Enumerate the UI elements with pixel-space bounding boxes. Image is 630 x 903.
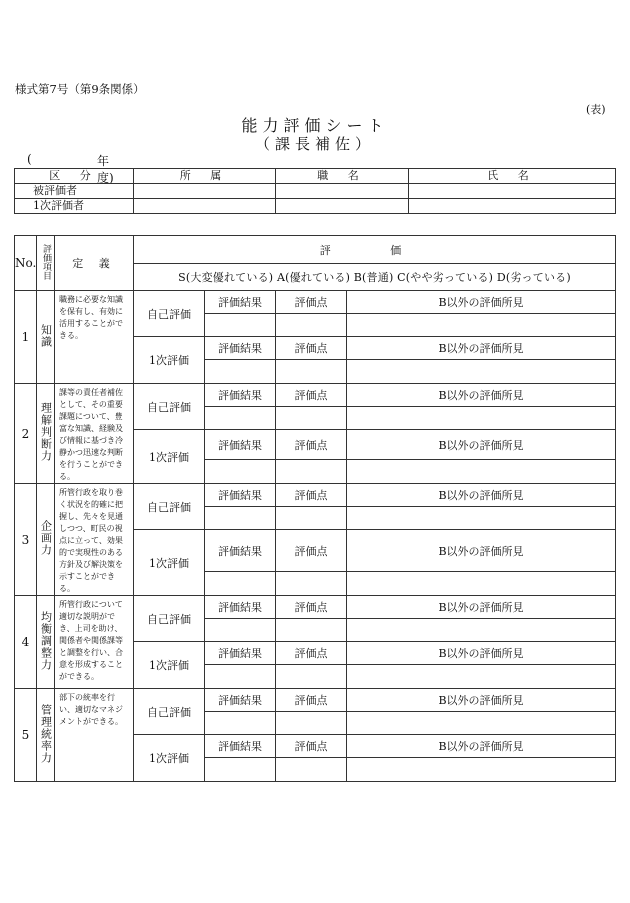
- item-definition: 部下の統率を行い、適切なマネジメントができる。: [55, 689, 134, 782]
- self-evaluation-label: 自己評価: [134, 291, 205, 337]
- points-header: 評価点: [276, 430, 347, 460]
- position-field[interactable]: [276, 199, 409, 214]
- result-field[interactable]: [205, 572, 276, 596]
- opinion-field[interactable]: [347, 407, 616, 430]
- info-row-label: 被評価者: [15, 184, 134, 199]
- opinion-field[interactable]: [347, 712, 616, 735]
- name-field[interactable]: [409, 199, 616, 214]
- page-subtitle: （課長補佐）: [254, 135, 375, 153]
- self-evaluation-label: 自己評価: [134, 484, 205, 530]
- result-header: 評価結果: [205, 430, 276, 460]
- self-evaluation-label: 自己評価: [134, 384, 205, 430]
- item-number: 4: [15, 596, 37, 689]
- self-evaluation-label: 自己評価: [134, 596, 205, 642]
- item-name: [37, 596, 55, 689]
- info-row-label: 1次評価者: [15, 199, 134, 214]
- result-header: 評価結果: [205, 596, 276, 619]
- points-header: 評価点: [276, 384, 347, 407]
- points-header: 評価点: [276, 596, 347, 619]
- item-name-text: 企画力: [39, 520, 53, 556]
- department-field[interactable]: [134, 199, 276, 214]
- item-name: [37, 384, 55, 484]
- info-header-position: 職 名: [276, 169, 409, 184]
- opinion-field[interactable]: [347, 665, 616, 689]
- item-name: [37, 689, 55, 782]
- form-number: 様式第7号（第9条関係）: [15, 82, 145, 96]
- opinion-header: B以外の評価所見: [347, 337, 616, 360]
- side-mark: (表): [586, 103, 606, 116]
- result-header: 評価結果: [205, 337, 276, 360]
- item-definition: 所管行政を取り巻く状況を的確に把握し、先々を見通しつつ、町民の視点に立って、効果的で実現性のある方針及び解決策を示すことができる。: [55, 484, 134, 596]
- points-field[interactable]: [276, 407, 347, 430]
- points-field[interactable]: [276, 314, 347, 337]
- result-field[interactable]: [205, 314, 276, 337]
- result-field[interactable]: [205, 460, 276, 484]
- info-header-department: 所 属: [134, 169, 276, 184]
- eval-row: [15, 384, 616, 407]
- header-item: 評価項目: [37, 236, 55, 291]
- points-header: 評価点: [276, 291, 347, 314]
- points-header: 評価点: [276, 337, 347, 360]
- points-field[interactable]: [276, 665, 347, 689]
- points-field[interactable]: [276, 712, 347, 735]
- result-field[interactable]: [205, 665, 276, 689]
- fiscal-year-label: 年度): [97, 154, 114, 185]
- item-name-text: 管理統率力: [39, 703, 53, 764]
- eval-row: [15, 291, 616, 314]
- result-field[interactable]: [205, 507, 276, 530]
- opinion-header: B以外の評価所見: [347, 642, 616, 665]
- item-name: [37, 291, 55, 384]
- result-field[interactable]: [205, 360, 276, 384]
- opinion-header: B以外の評価所見: [347, 689, 616, 712]
- item-name-text: 知識: [39, 323, 53, 348]
- points-header: 評価点: [276, 530, 347, 572]
- points-field[interactable]: [276, 460, 347, 484]
- opinion-field[interactable]: [347, 314, 616, 337]
- item-number: 5: [15, 689, 37, 782]
- result-header: 評価結果: [205, 689, 276, 712]
- page-title: 能力評価シート: [241, 116, 389, 135]
- header-definition: 定 義: [55, 236, 134, 291]
- department-field[interactable]: [134, 184, 276, 199]
- item-name-text: 理解判断力: [39, 402, 53, 462]
- result-header: 評価結果: [205, 384, 276, 407]
- position-field[interactable]: [276, 184, 409, 199]
- opinion-header: B以外の評価所見: [347, 291, 616, 314]
- item-definition: 所管行政について適切な説明ができ、上司を助け、関係者や関係課等と調整を行い、合意を形成することができる。: [55, 596, 134, 689]
- opinion-field[interactable]: [347, 758, 616, 782]
- points-field[interactable]: [276, 507, 347, 530]
- item-name: [37, 484, 55, 596]
- result-header: 評価結果: [205, 642, 276, 665]
- first-evaluation-label: 1次評価: [134, 337, 205, 384]
- eval-header-row: [15, 236, 616, 264]
- points-field[interactable]: [276, 619, 347, 642]
- item-number: 3: [15, 484, 37, 596]
- header-no: No.: [15, 236, 37, 291]
- points-header: 評価点: [276, 484, 347, 507]
- info-table: [14, 168, 616, 214]
- points-header: 評価点: [276, 735, 347, 758]
- result-header: 評価結果: [205, 735, 276, 758]
- item-definition: 課等の責任者補佐として、その重要課題について、豊富な知識、経験及び情報に基づき冷静かつ迅速な判断を行うことができる。: [55, 384, 134, 484]
- item-name-text: 均衡調整力: [39, 610, 53, 671]
- info-row-evaluatee: [15, 184, 616, 199]
- opinion-header: B以外の評価所見: [347, 484, 616, 507]
- eval-row: [15, 689, 616, 712]
- eval-row: [15, 596, 616, 619]
- item-definition: 職務に必要な知識を保有し、有効に活用することができる。: [55, 291, 134, 384]
- result-header: 評価結果: [205, 484, 276, 507]
- evaluation-table: [14, 235, 616, 782]
- info-row-first-evaluator: [15, 199, 616, 214]
- self-evaluation-label: 自己評価: [134, 689, 205, 735]
- result-header: 評価結果: [205, 530, 276, 572]
- points-header: 評価点: [276, 642, 347, 665]
- item-number: 2: [15, 384, 37, 484]
- info-header-category: 区 分: [15, 169, 134, 184]
- first-evaluation-label: 1次評価: [134, 430, 205, 484]
- opinion-header: B以外の評価所見: [347, 596, 616, 619]
- info-header-name: 氏 名: [409, 169, 616, 184]
- fiscal-year-paren: (: [27, 152, 32, 166]
- opinion-header: B以外の評価所見: [347, 735, 616, 758]
- opinion-field[interactable]: [347, 507, 616, 530]
- opinion-field[interactable]: [347, 619, 616, 642]
- result-field[interactable]: [205, 712, 276, 735]
- opinion-header: B以外の評価所見: [347, 530, 616, 572]
- opinion-header: B以外の評価所見: [347, 384, 616, 407]
- rating-scale: S(大変優れている) A(優れている) B(普通) C(やや劣っている) D(劣っている): [134, 264, 616, 291]
- result-field[interactable]: [205, 758, 276, 782]
- result-field[interactable]: [205, 619, 276, 642]
- info-header-row: [15, 169, 616, 184]
- result-field[interactable]: [205, 407, 276, 430]
- opinion-field[interactable]: [347, 572, 616, 596]
- points-field[interactable]: [276, 758, 347, 782]
- item-number: 1: [15, 291, 37, 384]
- eval-row: [15, 484, 616, 507]
- first-evaluation-label: 1次評価: [134, 735, 205, 782]
- first-evaluation-label: 1次評価: [134, 530, 205, 596]
- points-field[interactable]: [276, 572, 347, 596]
- opinion-field[interactable]: [347, 460, 616, 484]
- points-header: 評価点: [276, 689, 347, 712]
- first-evaluation-label: 1次評価: [134, 642, 205, 689]
- opinion-field[interactable]: [347, 360, 616, 384]
- points-field[interactable]: [276, 360, 347, 384]
- header-evaluation: 評 価: [134, 236, 616, 264]
- name-field[interactable]: [409, 184, 616, 199]
- opinion-header: B以外の評価所見: [347, 430, 616, 460]
- result-header: 評価結果: [205, 291, 276, 314]
